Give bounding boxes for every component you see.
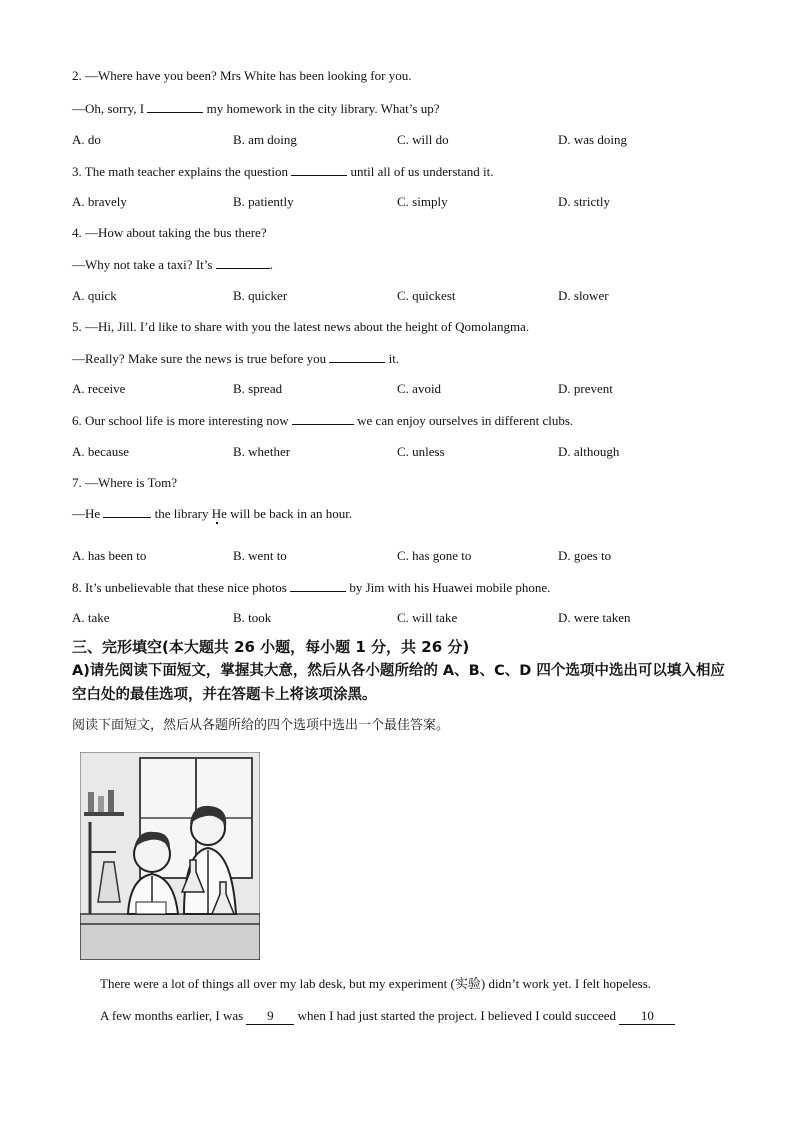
question-4-line-1: 4. —How about taking the bus there? xyxy=(72,225,267,240)
answer-blank[interactable] xyxy=(147,100,203,113)
option-c[interactable]: C. unless xyxy=(397,444,445,459)
question-2-line-1: 2. —Where have you been? Mrs White has been looking for you. xyxy=(72,68,412,83)
option-a[interactable]: A. because xyxy=(72,444,130,459)
question-5-line-1: 5. —Hi, Jill. I’d like to share with you the latest news about the height of Qomolangma. xyxy=(72,319,530,334)
passage-line-1: There were a lot of things all over my lab desk, but my experiment (实验) didn’t work yet. I felt hopeless. xyxy=(100,976,652,991)
option-c[interactable]: C. will take xyxy=(397,610,458,625)
option-a[interactable]: A. has been to xyxy=(72,548,147,563)
option-c[interactable]: C. avoid xyxy=(397,381,442,396)
option-b[interactable]: B. patiently xyxy=(233,194,294,209)
option-d[interactable]: D. strictly xyxy=(558,194,610,209)
option-a[interactable]: A. bravely xyxy=(72,194,127,209)
option-d[interactable]: D. slower xyxy=(558,288,609,303)
option-c[interactable]: C. has gone to xyxy=(397,548,472,563)
option-d[interactable]: D. prevent xyxy=(558,381,613,396)
answer-blank[interactable] xyxy=(103,505,151,518)
answer-blank[interactable] xyxy=(216,256,270,269)
option-c[interactable]: C. will do xyxy=(397,132,449,147)
stray-dot xyxy=(216,522,218,524)
question-2-line-2: —Oh, sorry, I my homework in the city library. What’s up? xyxy=(72,101,440,116)
answer-blank[interactable] xyxy=(329,350,385,363)
option-b[interactable]: B. quicker xyxy=(233,288,288,303)
question-6-line-1: 6. Our school life is more interesting now we can enjoy ourselves in different clubs. xyxy=(72,413,574,428)
blank-9[interactable]: 9 xyxy=(246,1008,294,1025)
answer-blank[interactable] xyxy=(291,163,347,176)
question-7-line-2: —He the library He will be back in an hour. xyxy=(72,506,353,521)
question-3-line-1: 3. The math teacher explains the question until all of us understand it. xyxy=(72,164,494,179)
option-b[interactable]: B. am doing xyxy=(233,132,297,147)
option-a[interactable]: A. receive xyxy=(72,381,126,396)
option-b[interactable]: B. took xyxy=(233,610,272,625)
question-5-line-2: —Really? Make sure the news is true before you it. xyxy=(72,351,400,366)
section-title: 三、完形填空(本大题共 26 小题，每小题 1 分，共 26 分) xyxy=(72,638,470,656)
option-c[interactable]: C. simply xyxy=(397,194,448,209)
option-b[interactable]: B. whether xyxy=(233,444,291,459)
option-a[interactable]: A. do xyxy=(72,132,101,147)
answer-blank[interactable] xyxy=(292,412,354,425)
question-4-line-2: —Why not take a taxi? It’s . xyxy=(72,257,273,272)
question-7-line-1: 7. —Where is Tom? xyxy=(72,475,177,490)
answer-blank[interactable] xyxy=(290,579,346,592)
question-8-line-1: 8. It’s unbelievable that these nice photos by Jim with his Huawei mobile phone. xyxy=(72,580,551,595)
option-d[interactable]: D. was doing xyxy=(558,132,627,147)
option-d[interactable]: D. although xyxy=(558,444,620,459)
option-d[interactable]: D. goes to xyxy=(558,548,612,563)
option-d[interactable]: D. were taken xyxy=(558,610,631,625)
option-c[interactable]: C. quickest xyxy=(397,288,456,303)
section-instruction: A)请先阅读下面短文，掌握其大意，然后从各小题所给的 A、B、C、D 四个选项中选出可以填入相应空白处的最佳选项，并在答题卡上将该项涂黑。 xyxy=(72,663,725,703)
option-a[interactable]: A. quick xyxy=(72,288,117,303)
option-b[interactable]: B. spread xyxy=(233,381,283,396)
option-a[interactable]: A. take xyxy=(72,610,110,625)
section-note: 阅读下面短文，然后从各题所给的四个选项中选出一个最佳答案。 xyxy=(72,718,450,733)
option-b[interactable]: B. went to xyxy=(233,548,287,563)
blank-10[interactable]: 10 xyxy=(619,1008,675,1025)
passage-line-2: A few months earlier, I was 9 when I had just started the project. I believed I could succeed 10 xyxy=(100,1008,675,1025)
lab-illustration xyxy=(80,752,260,960)
